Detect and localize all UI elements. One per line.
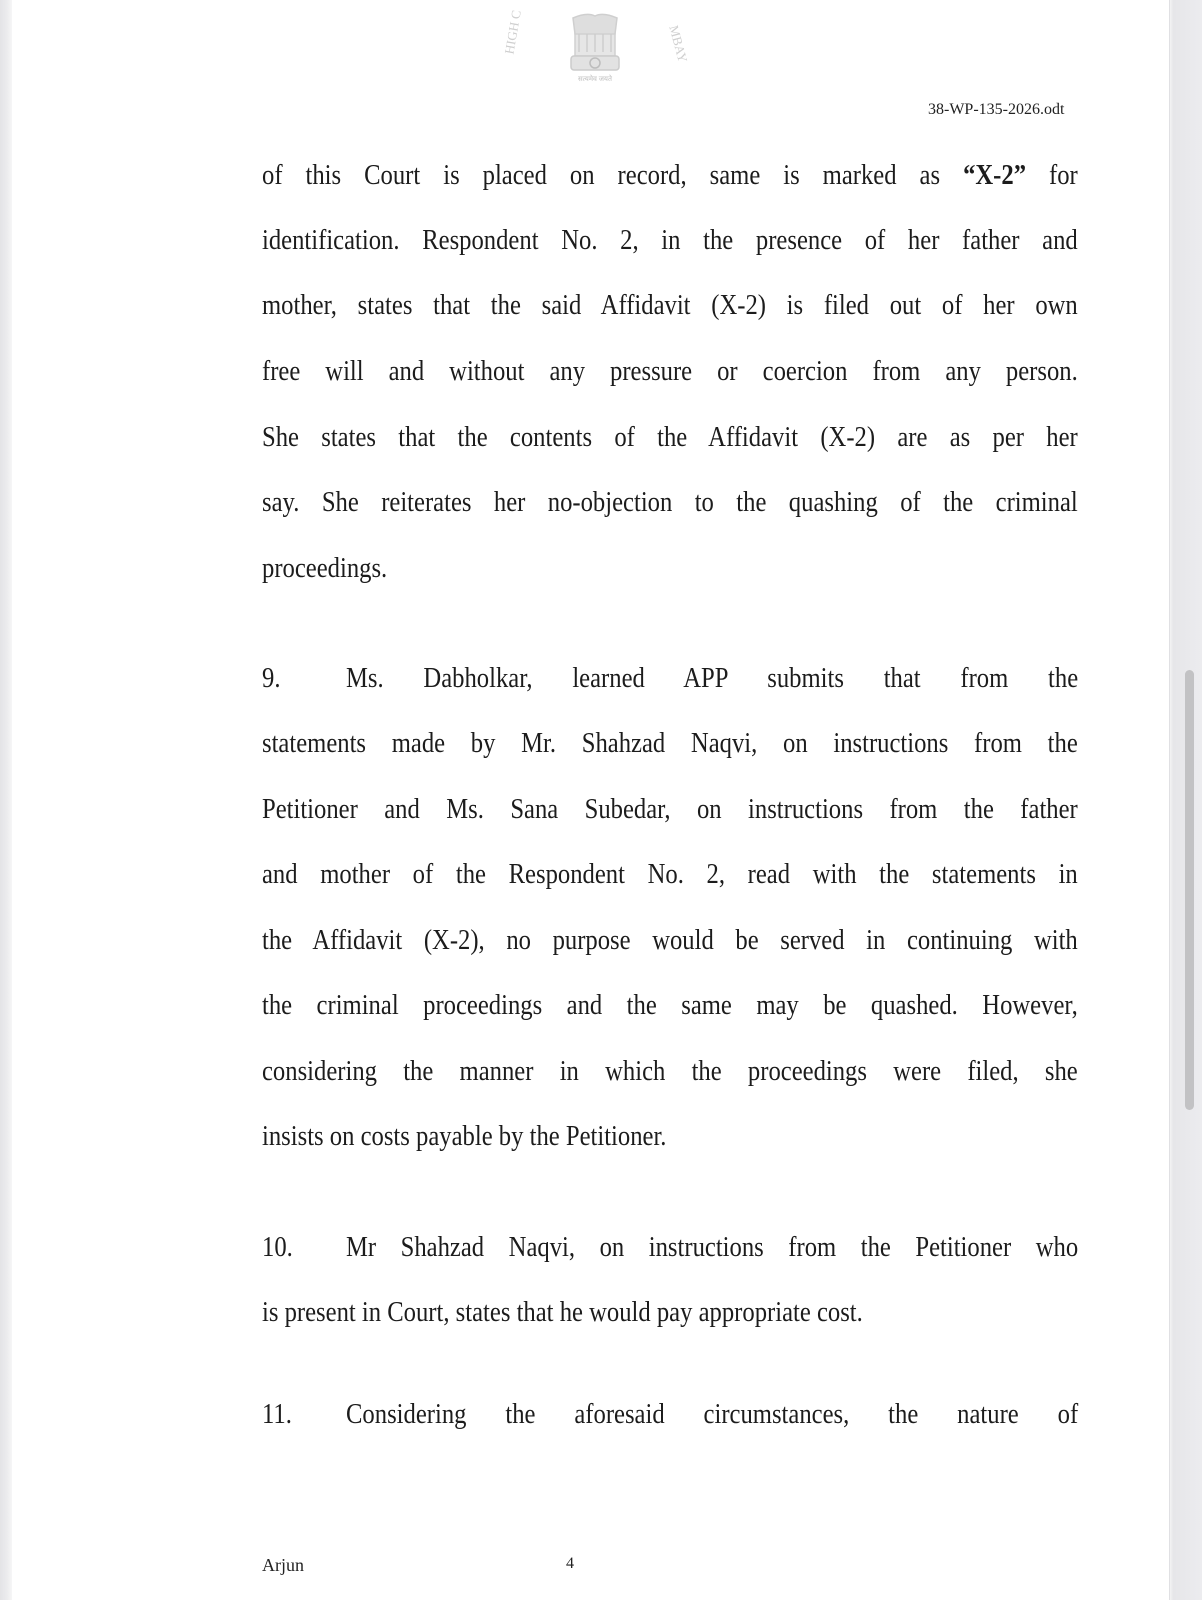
page-number: 4 — [566, 1555, 574, 1572]
emblem-motto: सत्यमेव जयते — [578, 75, 612, 83]
paragraph-number: 10. — [262, 1232, 293, 1263]
text-line: Ms. Dabholkar, learned APP submits that from the — [346, 663, 1079, 694]
footer-author: Arjun — [262, 1555, 304, 1575]
text-line: the Affidavit (X-2), no purpose would be served in continuing with — [262, 925, 1078, 956]
text-line: Mr Shahzad Naqvi, on instructions from the Petitioner who — [346, 1232, 1079, 1263]
exhibit-mark: “X-2” — [963, 160, 1027, 191]
text-line: considering the manner in which the proceedings were filed, she — [262, 1056, 1078, 1087]
file-name-header: 38-WP-135-2026.odt — [928, 101, 1065, 118]
text-line: is present in Court, states that he would pay appropriate cost. — [262, 1297, 863, 1328]
text-line: and mother of the Respondent No. 2, read with the statements in — [262, 859, 1078, 890]
text-line: Considering the aforesaid circumstances, the nature of — [346, 1399, 1079, 1430]
text-line: insists on costs payable by the Petitioner. — [262, 1121, 667, 1152]
watermark-left-text: HIGH C — [501, 10, 524, 56]
court-emblem-watermark — [495, 10, 695, 85]
left-gutter — [0, 0, 12, 1600]
paragraph-number: 9. — [262, 663, 281, 694]
paragraph-number: 11. — [262, 1399, 292, 1430]
text-line: say. She reiterates her no-objection to the quashing of the criminal — [262, 487, 1078, 518]
text-line: identification. Respondent No. 2, in the presence of her father and — [262, 225, 1078, 256]
text-line: free will and without any pressure or coercion from any person. — [262, 356, 1078, 387]
watermark-right-text: MBAY — [666, 23, 691, 65]
text-line: of this Court is placed on record, same is marked as “X-2” for — [262, 160, 1078, 191]
text-line: Petitioner and Ms. Sana Subedar, on instructions from the father — [262, 794, 1078, 825]
emblem-icon — [495, 10, 695, 85]
text-line: proceedings. — [262, 553, 388, 584]
text-line: statements made by Mr. Shahzad Naqvi, on instructions from the — [262, 728, 1078, 759]
vertical-scrollbar-thumb[interactable] — [1185, 670, 1194, 1110]
text-line: the criminal proceedings and the same may be quashed. However, — [262, 990, 1078, 1021]
text-line: She states that the contents of the Affidavit (X-2) are as per her — [262, 422, 1078, 453]
text-line: mother, states that the said Affidavit (X-2) is filed out of her own — [262, 290, 1078, 321]
